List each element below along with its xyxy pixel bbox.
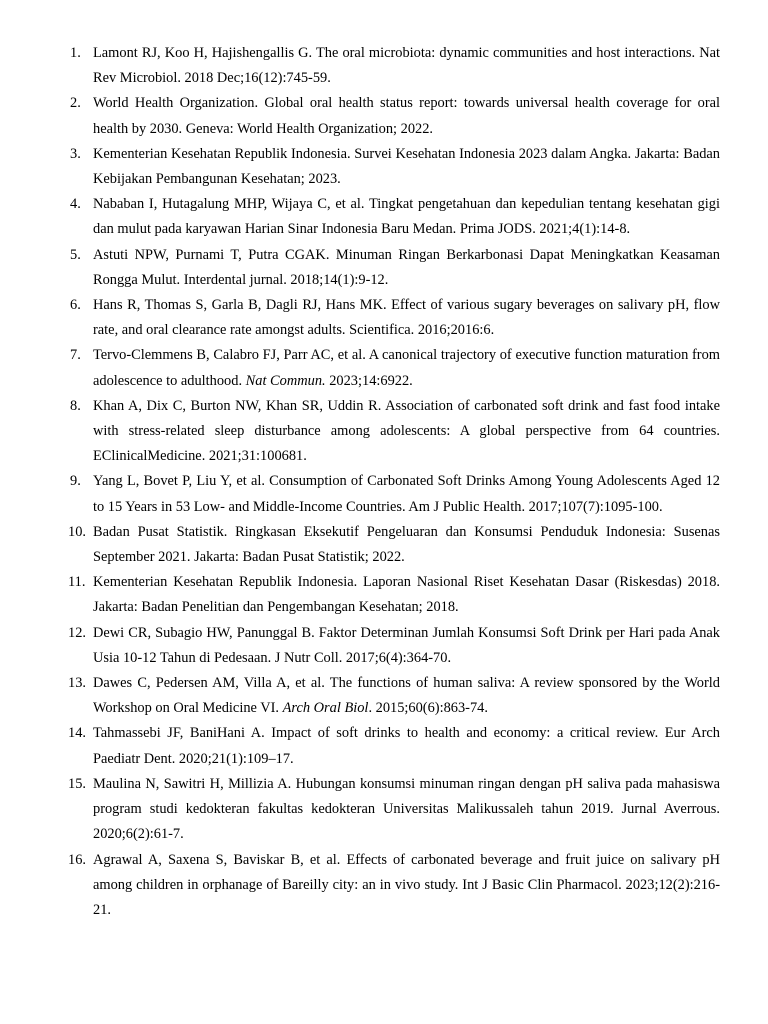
reference-number: 8. (70, 397, 81, 414)
reference-number: 13. (68, 675, 86, 692)
reference-text: Tervo-Clemmens B, Calabro FJ, Parr AC, et al. A canonical trajectory of executive function maturation from adolescence to adulthood. (93, 347, 720, 389)
reference-text: Kementerian Kesehatan Republik Indonesia. Laporan Nasional Riset Kesehatan Dasar (Riskesdas) 2018. Jakarta: Badan Penelitian dan Pengembangan Kesehatan; 2018. (93, 574, 720, 616)
reference-item (70, 343, 720, 393)
reference-text: Tahmassebi JF, BaniHani A. Impact of soft drinks to health and economy: a critical review. Eur Arch Paediatr Dent. 2020;21(1):109–17. (93, 725, 720, 767)
reference-number: 9. (70, 473, 81, 490)
reference-text: Badan Pusat Statistik. Ringkasan Eksekutif Pengeluaran dan Konsumsi Penduduk Indonesia: Susenas September 2021. Jakarta: Badan Pusat Statistik; 2022. (93, 523, 720, 566)
reference-number: 2. (70, 95, 81, 112)
reference-number: 3. (70, 145, 81, 162)
reference-item (70, 293, 720, 343)
reference-item (70, 621, 720, 671)
reference-number: 7. (70, 347, 81, 364)
reference-number: 4. (70, 196, 81, 213)
reference-text: Astuti NPW, Purnami T, Putra CGAK. Minuman Ringan Berkarbonasi Dapat Meningkatkan Keasaman Rongga Mulut. Interdental jurnal. 2018;14(1):9-12. (93, 246, 720, 288)
reference-number: 12. (68, 624, 86, 641)
reference-number: 5. (70, 246, 81, 263)
reference-item (70, 848, 720, 924)
reference-item (70, 243, 720, 293)
reference-text-tail: . 2015;60(6):863-74. (368, 700, 488, 717)
reference-text: Khan A, Dix C, Burton NW, Khan SR, Uddin R. Association of carbonated soft drink and fast food intake with stress-related sleep disturbance among adolescents: A global perspective from 64 countries. EClinicalMedicine. 2021;31:100681. (93, 397, 720, 465)
reference-text-tail: 2023;14:6922. (325, 372, 413, 389)
reference-text: Dewi CR, Subagio HW, Panunggal B. Faktor Determinan Jumlah Konsumsi Soft Drink per Hari pada Anak Usia 10-12 Tahun di Pedesaan. J Nutr Coll. 2017;6(4):364-70. (93, 624, 720, 666)
reference-number: 6. (70, 297, 81, 314)
reference-number: 10. (68, 523, 86, 540)
reference-journal-italic: Arch Oral Biol (282, 700, 369, 717)
reference-text: Agrawal A, Saxena S, Baviskar B, et al. Effects of carbonated beverage and fruit juice on salivary pH among children in orphanage of Bareilly city: an in vivo study. Int J Basic Clin Pharmacol. 2023;12(2):216-21. (93, 851, 720, 918)
reference-item (70, 142, 720, 192)
reference-text: Yang L, Bovet P, Liu Y, et al. Consumption of Carbonated Soft Drinks Among Young Adolescents Aged 12 to 15 Years in 53 Low- and Middle-Income Countries. Am J Public Health. 2017;107(7):1095-100. (93, 473, 720, 515)
reference-item (70, 41, 720, 91)
reference-item (70, 721, 720, 771)
reference-item (70, 192, 720, 242)
reference-number: 11. (68, 574, 86, 591)
reference-item (70, 671, 720, 721)
reference-journal-italic: Nat Commun. (245, 372, 326, 389)
reference-text: Dawes C, Pedersen AM, Villa A, et al. The functions of human saliva: A review sponsored by the World Workshop on Oral Medicine VI. (93, 675, 720, 717)
reference-text: Hans R, Thomas S, Garla B, Dagli RJ, Hans MK. Effect of various sugary beverages on salivary pH, flow rate, and oral clearance rate amongst adults. Scientifica. 2016;2016:6. (93, 297, 720, 339)
reference-number: 14. (68, 725, 86, 742)
reference-item (70, 520, 720, 570)
reference-number: 16. (68, 851, 86, 868)
reference-item (70, 394, 720, 470)
reference-item (70, 772, 720, 848)
reference-text: Lamont RJ, Koo H, Hajishengallis G. The oral microbiota: dynamic communities and host interactions. Nat Rev Microbiol. 2018 Dec;16(12):745-59. (93, 45, 720, 87)
reference-text: Kementerian Kesehatan Republik Indonesia. Survei Kesehatan Indonesia 2023 dalam Angka. Jakarta: Badan Kebijakan Pembangunan Kesehatan; 2023. (93, 145, 720, 188)
reference-text: World Health Organization. Global oral health status report: towards universal health coverage for oral health by 2030. Geneva: World Health Organization; 2022. (93, 95, 720, 137)
reference-text: Maulina N, Sawitri H, Millizia A. Hubungan konsumsi minuman ringan dengan pH saliva pada mahasiswa program studi kedokteran fakultas kedokteran Universitas Malikussaleh tahun 2019. Jurnal Averrous. 2020;6(2):61-7. (93, 775, 720, 843)
reference-number: 15. (68, 775, 86, 792)
reference-number: 1. (70, 45, 81, 61)
reference-item (70, 91, 720, 141)
reference-list (70, 41, 720, 923)
reference-item (70, 570, 720, 620)
reference-text: Nababan I, Hutagalung MHP, Wijaya C, et al. Tingkat pengetahuan dan kepedulian tentang kesehatan gigi dan mulut pada karyawan Harian Sinar Indonesia Baru Medan. Prima JODS. 2021;4(1):14-8. (93, 196, 720, 238)
reference-item (70, 469, 720, 519)
